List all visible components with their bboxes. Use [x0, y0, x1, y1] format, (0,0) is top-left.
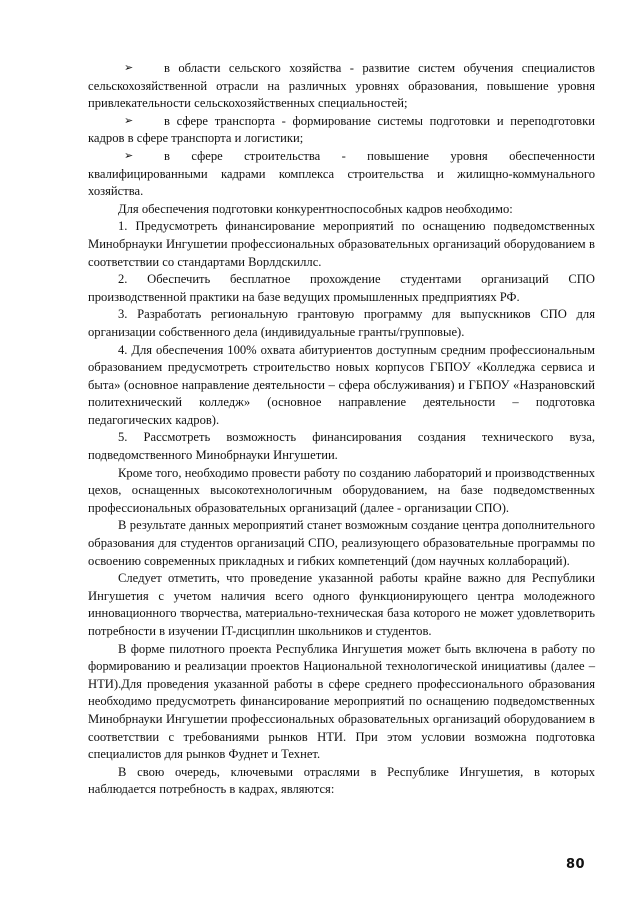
arrow-bullet-icon: ➢ — [124, 149, 134, 162]
paragraph-pilot-project: В форме пилотного проекта Республика Ингушетия может быть включена в работу по формированию и реализации проектов Национальной технологической инициативы (далее – НТИ).Для проведения указанной работы в сфере среднего профессионального образования необходимо предусмотреть финансирование мероприятий по оснащению подведомственных Минобрнауки Ингушетии профессиональных образовательных организаций оборудованием в соответствии с требованиями рынков НТИ. При этом условии возможна подготовка специалистов для рынков Фуднет и Технет. — [88, 641, 595, 762]
paragraph-item-2: 2. Обеспечить бесплатное прохождение студентами организаций СПО производственной практики на базе ведущих промышленных предприятиях РФ. — [88, 272, 595, 304]
bullet-item-construction — [88, 148, 595, 201]
paragraph-labs: Кроме того, необходимо провести работу по созданию лабораторий и производственных цехов, оснащенных высокотехнологичным оборудованием, на базе подведомственных профессиональных образовательных организаций (далее - организации СПО). — [88, 465, 595, 515]
paragraph-item-3: 3. Разработать региональную грантовую программу для выпускников СПО для организации собственного дела (индивидуальные гранты/групповые). — [88, 307, 595, 339]
arrow-bullet-icon: ➢ — [124, 114, 134, 127]
arrow-bullet-icon: ➢ — [124, 62, 134, 74]
bullet-text-continuation: кадров в сфере транспорта и логистики; — [88, 131, 304, 146]
paragraph-key-sectors: В свою очередь, ключевыми отраслями в Республике Ингушетия, в которых наблюдается потребность в кадрах, являются: — [88, 764, 595, 797]
bullet-text-first-line: в сфере строительства - повышение уровня обеспеченности — [164, 148, 595, 163]
paragraph-result: В результате данных мероприятий станет возможным создание центра дополнительного образования для студентов организаций СПО, реализующего образовательные программы по освоению современных прикладных и гибких компетенций (дом научных коллабораций). — [88, 518, 595, 568]
paragraph-importance: Следует отметить, что проведение указанной работы крайне важно для Республики Ингушетия с учетом наличия всего одного функционирующего центра молодежного инновационного творчества, материально-техническая база которого не может удовлетворить потребности в изучении IT-дисциплин школьников и студентов. — [88, 571, 595, 638]
bullet-item-transport — [88, 113, 595, 148]
bullet-text-continuation: сельскохозяйственной отрасли на различных уровнях образования, повышение уровня привлекательности сельскохозяйственных специальностей; — [88, 78, 595, 111]
page-number: 80 — [566, 857, 586, 872]
bullet-text-first-line: в области сельского хозяйства - развитие систем обучения специалистов — [164, 61, 595, 75]
paragraph-item-1: 1. Предусмотреть финансирование мероприятий по оснащению подведомственных Минобрнауки Ингушетии профессиональных образовательных организаций оборудованием в соответствии со стандартами Ворлдскиллс. — [88, 219, 595, 269]
bullet-text-continuation: квалифицированными кадрами комплекса строительства и жилищно-коммунального хозяйства. — [88, 166, 595, 199]
paragraph-intro: Для обеспечения подготовки конкурентноспособных кадров необходимо: — [118, 201, 513, 216]
text-column — [88, 60, 595, 799]
paragraph-item-5: 5. Рассмотреть возможность финансирования создания технического вуза, подведомственного Минобрнауки Ингушетии. — [88, 430, 595, 463]
bullet-item-agriculture — [88, 60, 595, 113]
bullet-text-first-line: в сфере транспорта - формирование системы подготовки и переподготовки — [164, 113, 595, 128]
paragraph-item-4: 4. Для обеспечения 100% охвата абитуриентов доступным средним профессиональным образованием предусмотреть строительство новых корпусов ГБПОУ «Колледжа сервиса и быта» (основное направление деятельности – сфера обслуживания) и ГБПОУ «Назрановский политехнический колледж» (основное направление деятельности – подготовка педагогических кадров). — [88, 342, 595, 427]
